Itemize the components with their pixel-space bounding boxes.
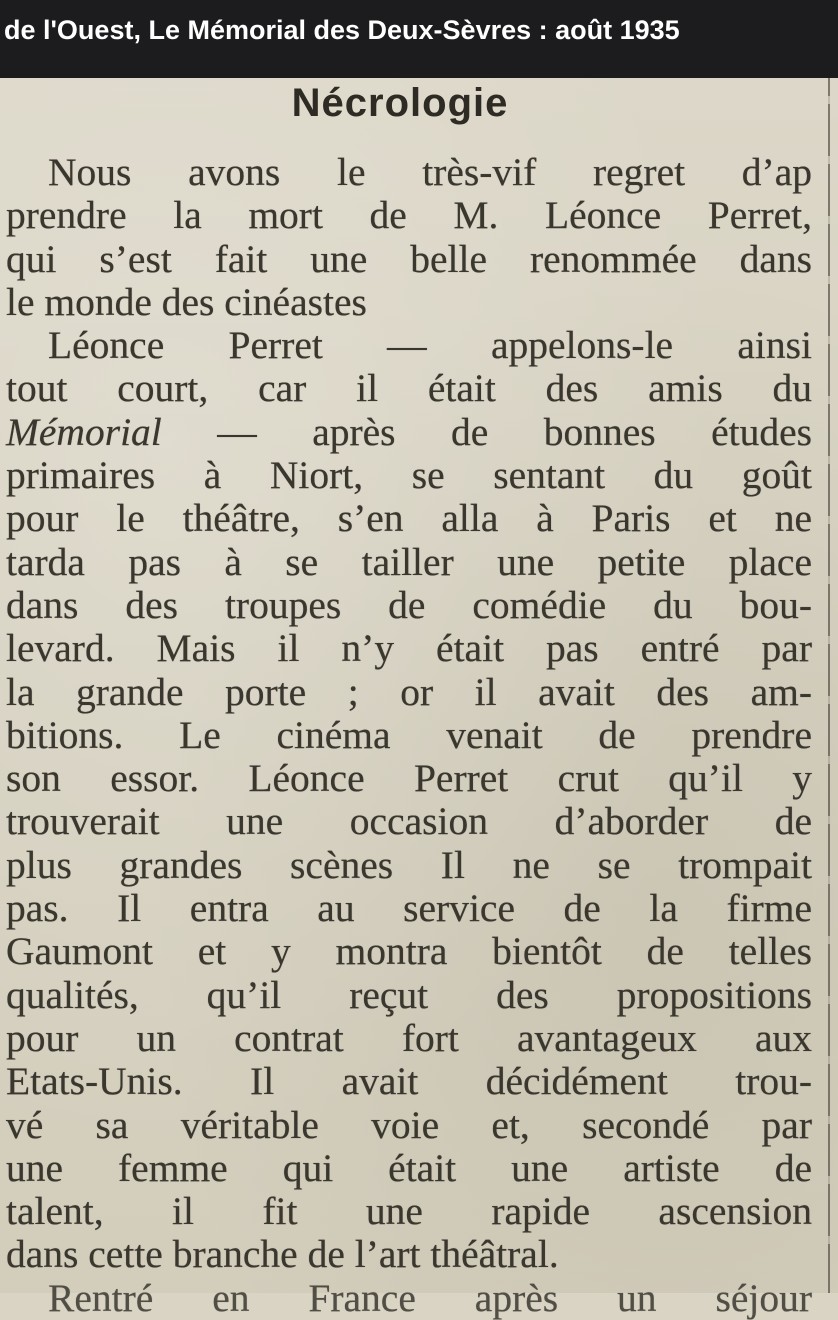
article-line: prendre la mort de M. Léonce Perret,: [6, 193, 812, 238]
article-line: dans cette branche de l’art théâtral.: [6, 1232, 559, 1277]
newspaper-scan: [0, 78, 838, 1320]
article-line: pas. Il entra au service de la firme: [6, 886, 812, 931]
article-line: Etats-Unis. Il avait décidément trou-: [6, 1059, 812, 1104]
article-line: la grande porte ; or il avait des am-: [6, 669, 812, 714]
article-line: le monde des cinéastes: [6, 279, 367, 324]
article-line-cut: Rentré en France après un séjour: [48, 1275, 812, 1320]
memorial-italic: Mémorial: [6, 409, 162, 454]
article-line: qualités, qu’il reçut des propositions: [6, 972, 812, 1017]
article-line: talent, il fit une rapide ascension: [6, 1189, 812, 1234]
caption-bar: [0, 0, 838, 78]
article-line: tout court, car il était des amis du: [6, 366, 812, 411]
article-line: pour un contrat fort avantageux aux: [6, 1015, 812, 1060]
article-line: son essor. Léonce Perret crut qu’il y: [6, 756, 812, 801]
article-line-rest: — après de bonnes études: [161, 409, 812, 454]
article-line: levard. Mais il n’y était pas entré par: [6, 626, 812, 671]
article-line: qui s’est fait une belle renommée dans: [6, 236, 812, 281]
article-line: Gaumont et y montra bientôt de telles: [6, 929, 812, 974]
article-line: primaires à Niort, se sentant du goût: [6, 453, 812, 498]
article-body: [6, 150, 812, 1320]
article-line-italic-memorial: [6, 411, 812, 454]
article-line: pour le théâtre, s’en alla à Paris et ne: [6, 496, 812, 541]
article-line: tarda pas à se tailler une petite place: [6, 539, 812, 584]
article-headline: Nécrologie: [291, 81, 509, 125]
article-line: Nous avons le très-vif regret d’ap: [48, 150, 812, 194]
article-line: Léonce Perret — appelons-le ainsi: [48, 323, 812, 368]
article-line: vé sa véritable voie et, secondé par: [6, 1102, 812, 1147]
article-line: bitions. Le cinéma venait de prendre: [6, 712, 812, 757]
article-line: une femme qui était une artiste de: [6, 1145, 812, 1190]
column-rule: [828, 78, 830, 1293]
caption-text: de l'Ouest, Le Mémorial des Deux-Sèvres : août 1935: [4, 15, 680, 45]
article-line: dans des troupes de comédie du bou-: [6, 582, 812, 627]
article-line: trouverait une occasion d’aborder de: [6, 799, 812, 844]
article-line: plus grandes scènes Il ne se trompait: [6, 842, 812, 887]
